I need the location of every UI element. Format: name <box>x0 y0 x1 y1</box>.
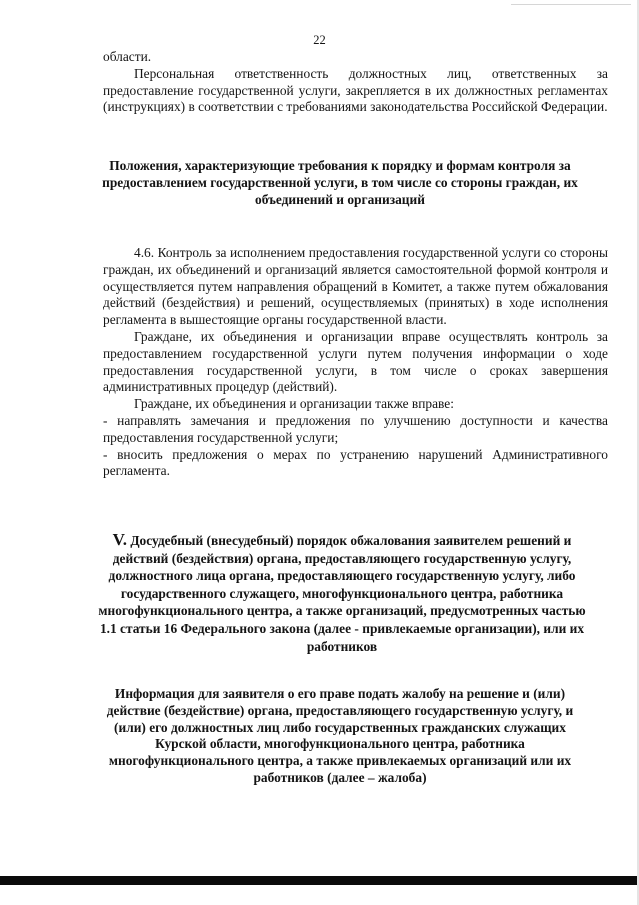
section-v-heading <box>92 531 592 655</box>
paragraph-rights-intro: Граждане, их объединения и организации также вправе: <box>134 396 454 412</box>
responsibility-block <box>103 49 608 116</box>
control-block <box>103 245 608 480</box>
paragraph-rights-control: Граждане, их объединения и организации вправе осуществлять контроль за предоставлением государственной услуги путем получения информации о ходе предоставления государственной услуги, в том числе о сроках завершения административных процедур (действий). <box>103 328 608 395</box>
paragraph-responsibility: Персональная ответственность должностных лиц, ответственных за предоставление государственной услуги, закрепляется в их должностных регламентах (инструкциях) в соответствии с требованиями законодательства Российской Федерации. <box>103 65 608 115</box>
paragraph-4-6: 4.6. Контроль за исполнением предоставления государственной услуги со стороны граждан, их объединений и организаций является самостоятельной формой контроля и осуществляется путем направления обращений в Комитет, а также путем обжалования действий (бездействия) и решений, осуществляемых (принятых) в ходе исполнения регламента в вышестоящие органы государственной власти. <box>103 245 608 328</box>
heading-complaint-info: Информация для заявителя о его праве подать жалобу на решение и (или) действие (бездействие) органа, предоставляющего государственную услугу, и (или) его должностных лиц либо государственных гражданских служащих Курской области, многофункционального центра, работника многофункционального центра, а также привлекаемых организаций или их работников (далее – жалоба) <box>106 686 574 785</box>
list-item-proposals: - вносить предложения о мерах по устранению нарушений Административного регламента. <box>103 446 608 479</box>
scan-artifact-line <box>511 4 631 5</box>
heading-control-requirements: Положения, характеризующие требования к порядку и формам контроля за предоставлением государственной услуги, в том числе со стороны граждан, их объединений и организаций <box>102 158 578 207</box>
list-item-remarks: - направлять замечания и предложения по улучшению доступности и качества предоставления государственной услуги; <box>103 412 608 445</box>
section-v-numeral: V. <box>112 530 127 549</box>
scan-bottom-edge <box>0 876 639 885</box>
paragraph-continuation: области. <box>103 49 152 64</box>
page-number: 22 <box>313 33 326 47</box>
section-v-title: Досудебный (внесудебный) порядок обжалования заявителем решений и действий (бездействия) органа, предоставляющего государственную услугу, должностного лица органа, предоставляющего государственную услугу, либо государственного служащего, многофункционального центра, работника многофункционального центра, а также организаций, предусмотренных частью 1.1 статьи 16 Федерального закона (далее - привлекаемые организации), или их работников <box>98 533 586 654</box>
